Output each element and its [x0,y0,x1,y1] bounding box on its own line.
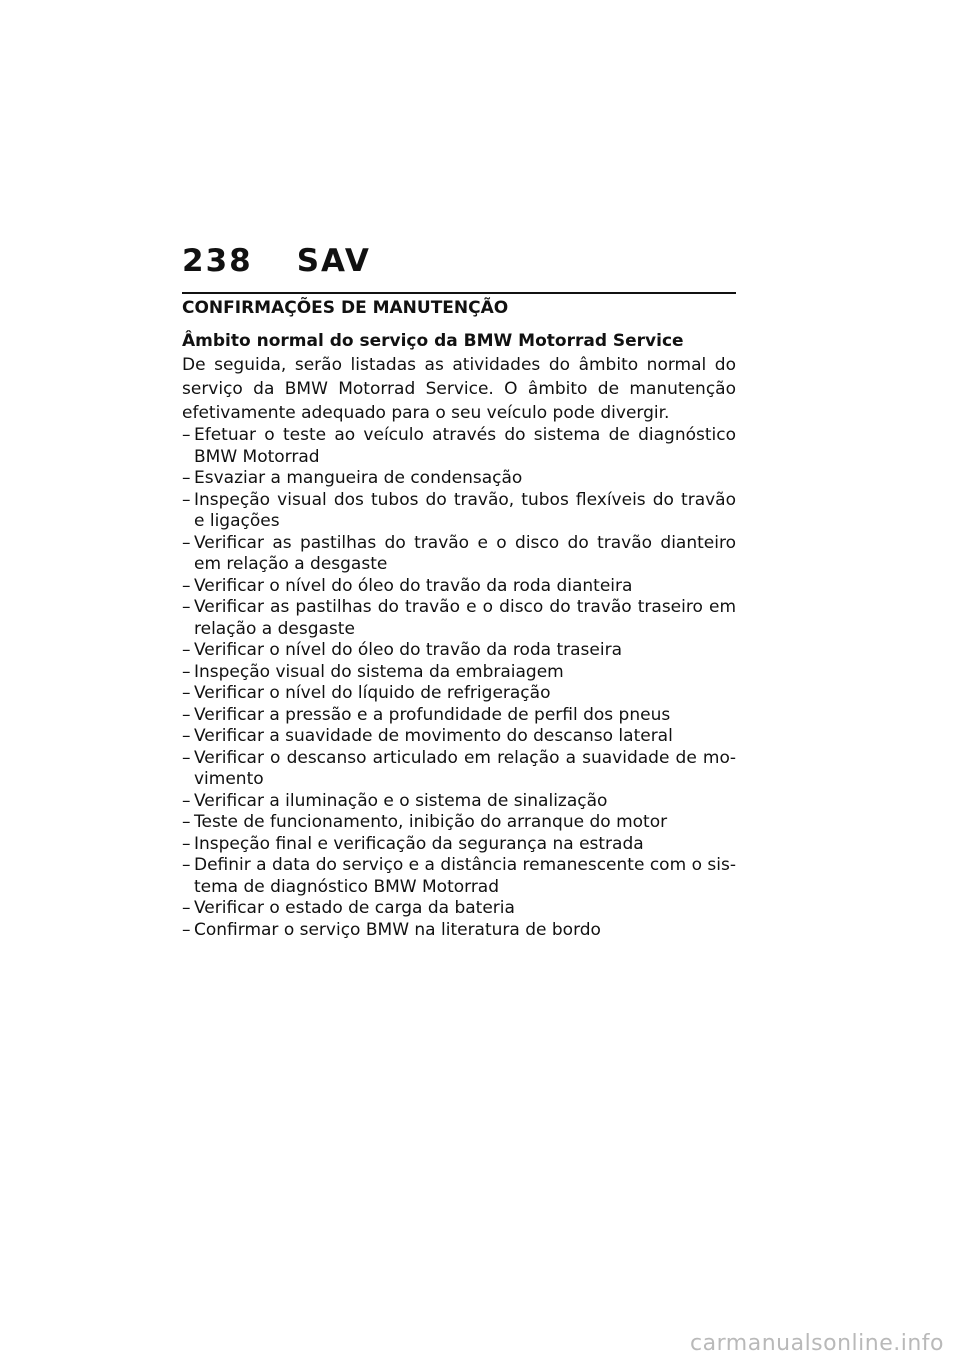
list-item [182,683,736,705]
list-bullet: – [182,532,191,553]
page-content [182,296,736,941]
list-bullet: – [182,425,191,445]
list-bullet: – [182,468,191,488]
list-item [182,576,736,598]
list-item [182,425,736,468]
list-item [182,705,736,727]
list-item-text: Teste de funcionamento, inibição do arranque do motor [194,812,668,832]
list-bullet: – [182,683,191,703]
list-item-text: Confirmar o serviço BMW na literatura de bordo [194,919,601,940]
list-item [182,533,736,576]
list-bullet: – [182,661,191,682]
list-bullet: – [182,919,191,940]
list-bullet: – [182,704,191,725]
list-bullet: – [182,726,191,746]
list-bullet: – [182,597,191,617]
list-item [182,468,736,490]
list-item [182,920,736,942]
list-item [182,490,736,533]
chapter-title: SAV [296,243,371,279]
subsection-title: Âmbito normal do serviço da BMW Motorrad Service [182,331,684,351]
list-item-text: Verificar as pastilhas do travão e o disco do travão dianteiro em relação a desgaste [194,532,736,574]
list-item [182,748,736,791]
list-item-text: Esvaziar a mangueira de condensação [194,468,523,488]
list-bullet: – [182,812,191,832]
list-item [182,812,736,834]
list-item [182,597,736,640]
list-item [182,855,736,898]
list-bullet: – [182,747,191,768]
list-item-text: Verificar a suavidade de movimento do descanso lateral [194,726,673,746]
list-item-text: Inspeção final e verificação da segurança na estrada [194,833,644,854]
list-bullet: – [182,833,191,854]
header-rule [182,292,736,294]
list-item-text: Efetuar o teste ao veículo através do sistema de diagnóstico BMW Motorrad [194,425,736,467]
list-item-text: Verificar a pressão e a profundidade de perfil dos pneus [194,704,671,725]
list-item-text: Verificar a iluminação e o sistema de sinalização [194,790,608,811]
list-item-text: Verificar o descanso articulado em relação a suavidade de movimento [194,747,736,789]
list-bullet: – [182,790,191,811]
list-bullet: – [182,855,191,875]
list-item [182,791,736,813]
list-item-text: Verificar o estado de carga da bateria [194,898,515,918]
list-item-text: Definir a data do serviço e a distância remanescente com o sistema de diagnóstico BMW Motorrad [194,855,736,897]
list-item-text: Verificar o nível do óleo do travão da roda dianteira [194,575,633,596]
list-bullet: – [182,489,191,510]
list-item-text: Inspeção visual dos tubos do travão, tubos flexíveis do travão e ligações [194,489,736,531]
maintenance-list [182,425,736,941]
intro-paragraph: De seguida, serão listadas as atividades do âmbito normal do serviço da BMW Motorrad Service. O âmbito de manutenção efetivamente adequado para o seu veículo pode divergir. [182,355,736,423]
list-item-text: Inspeção visual do sistema da embraiagem [194,661,564,682]
list-bullet: – [182,640,191,660]
list-item [182,726,736,748]
list-item-text: Verificar as pastilhas do travão e o disco do travão traseiro em relação a desgaste [194,597,736,639]
list-bullet: – [182,898,191,918]
section-title: CONFIRMAÇÕES DE MANUTENÇÃO [182,298,509,318]
list-item [182,640,736,662]
list-item-text: Verificar o nível do líquido de refrigeração [194,683,551,703]
page-number: 238 [182,243,253,279]
list-bullet: – [182,575,191,596]
watermark: carmanualsonline.info [690,1331,944,1356]
list-item [182,898,736,920]
list-item [182,834,736,856]
page-header [182,243,371,279]
list-item-text: Verificar o nível do óleo do travão da roda traseira [194,640,622,660]
list-item [182,662,736,684]
